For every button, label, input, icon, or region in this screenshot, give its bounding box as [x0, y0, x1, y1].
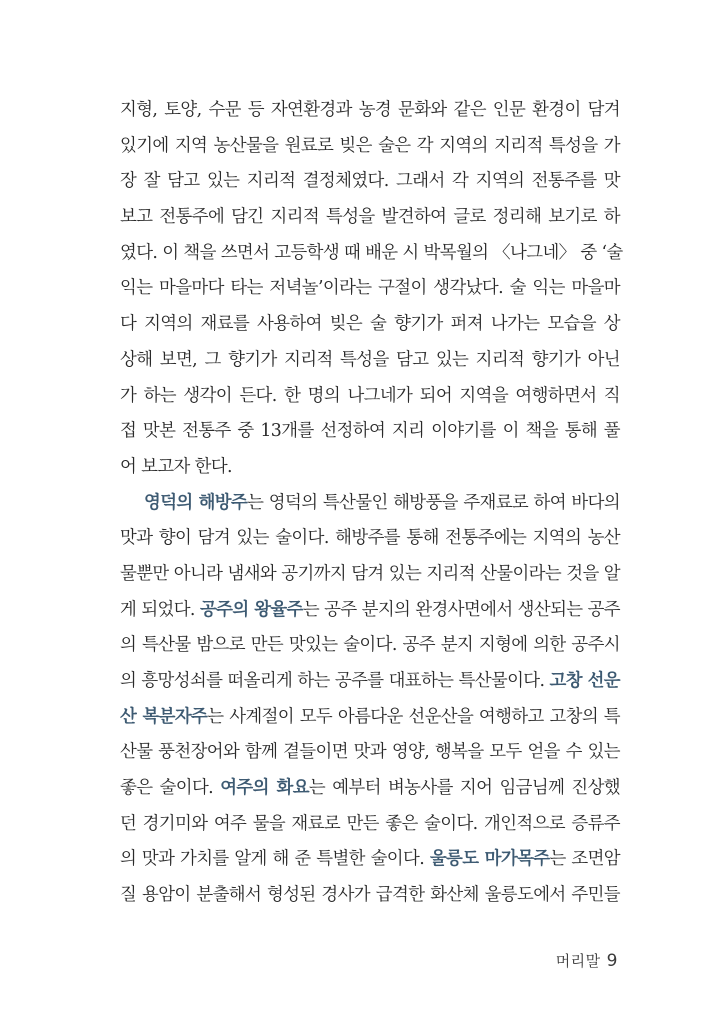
text-segment: 는 영덕의 특산물인 해방풍을 주재료로 하여 바다의	[247, 492, 620, 513]
text-line: 던 경기미와 여주 물을 재료로 만든 좋은 술이다. 개인적으로 증류주	[120, 813, 620, 834]
text-line: 있기에 지역 농산물을 원료로 빚은 술은 각 지역의 지리적 특성을 가	[120, 135, 620, 156]
text-line: 의 특산물 밤으로 만든 맛있는 술이다. 공주 분지 지형에 의한 공주시	[120, 635, 620, 656]
text-segment: 의 맛과 가치를 알게 해 준 특별한 술이다.	[120, 849, 430, 870]
section-title: 머리말	[555, 952, 601, 970]
body-text	[120, 93, 623, 914]
liquor-name-highlight: 고창 선운	[549, 671, 620, 691]
text-segment: 좋은 술이다.	[120, 778, 221, 799]
text-segment: 는 사계절이 모두 아름다운 선운산을 여행하고 고창의 특	[207, 706, 620, 727]
text-line	[120, 664, 620, 700]
liquor-name-highlight: 산 복분자주	[120, 706, 208, 727]
text-line: 익는 마을마다 타는 저녁놀’이라는 구절이 생각났다. 술 익는 마을마	[120, 278, 620, 299]
text-line: 접 맛본 전통주 중 13개를 선정하여 지리 이야기를 이 책을 통해 풀	[120, 421, 620, 442]
text-line: 맛과 향이 담겨 있는 술이다. 해방주를 통해 전통주에는 지역의 농산	[120, 528, 620, 549]
page-footer	[556, 950, 618, 971]
text-line: 질 용암이 분출해서 형성된 경사가 급격한 화산체 울릉도에서 주민들	[120, 885, 620, 906]
text-line: 산물 풍천장어와 함께 곁들이면 맛과 영양, 행복을 모두 얻을 수 있는	[120, 742, 620, 763]
text-line: 가 하는 생각이 든다. 한 명의 나그네가 되어 지역을 여행하면서 직	[120, 385, 620, 406]
text-segment: 의 흥망성쇠를 떠올리게 하는 공주를 대표하는 특산물이다.	[120, 671, 550, 691]
text-line: 상해 보면, 그 향기가 지리적 특성을 담고 있는 지리적 향기가 아닌	[120, 349, 620, 370]
text-line: 보고 전통주에 담긴 지리적 특성을 발견하여 글로 정리해 보기로 하	[120, 207, 620, 228]
text-segment: 게 되었다.	[120, 599, 200, 620]
liquor-name-highlight: 울릉도 마가목주	[429, 849, 550, 870]
text-line	[120, 842, 620, 878]
liquor-name-highlight: 공주의 왕율주	[199, 599, 303, 620]
text-line	[120, 593, 620, 629]
text-line: 어 보고자 한다.	[120, 456, 232, 477]
liquor-name-highlight: 여주의 화요	[220, 778, 309, 799]
text-segment: 는 예부터 벼농사를 지어 임금님께 진상했	[308, 778, 621, 799]
text-segment: 는 조면암	[549, 849, 620, 870]
text-line	[120, 771, 620, 807]
text-line	[120, 486, 620, 522]
text-line	[120, 700, 620, 736]
text-line: 물뿐만 아니라 냄새와 공기까지 담겨 있는 지리적 산물이라는 것을 알	[120, 563, 620, 584]
page-number: 9	[606, 951, 618, 971]
text-line: 다 지역의 재료를 사용하여 빚은 술 향기가 퍼져 나가는 모습을 상	[120, 314, 620, 335]
text-line: 장 잘 담고 있는 지리적 결정체였다. 그래서 각 지역의 전통주를 맛	[120, 171, 620, 192]
text-segment: 는 공주 분지의 완경사면에서 생산되는 공주	[302, 599, 620, 620]
text-line: 지형, 토양, 수문 등 자연환경과 농경 문화와 같은 인문 환경이 담겨	[120, 100, 620, 120]
text-line: 였다. 이 책을 쓰면서 고등학생 때 배운 시 박목월의 〈나그네〉 중 ‘술	[120, 242, 623, 263]
liquor-name-highlight: 영덕의 해방주	[144, 492, 248, 513]
